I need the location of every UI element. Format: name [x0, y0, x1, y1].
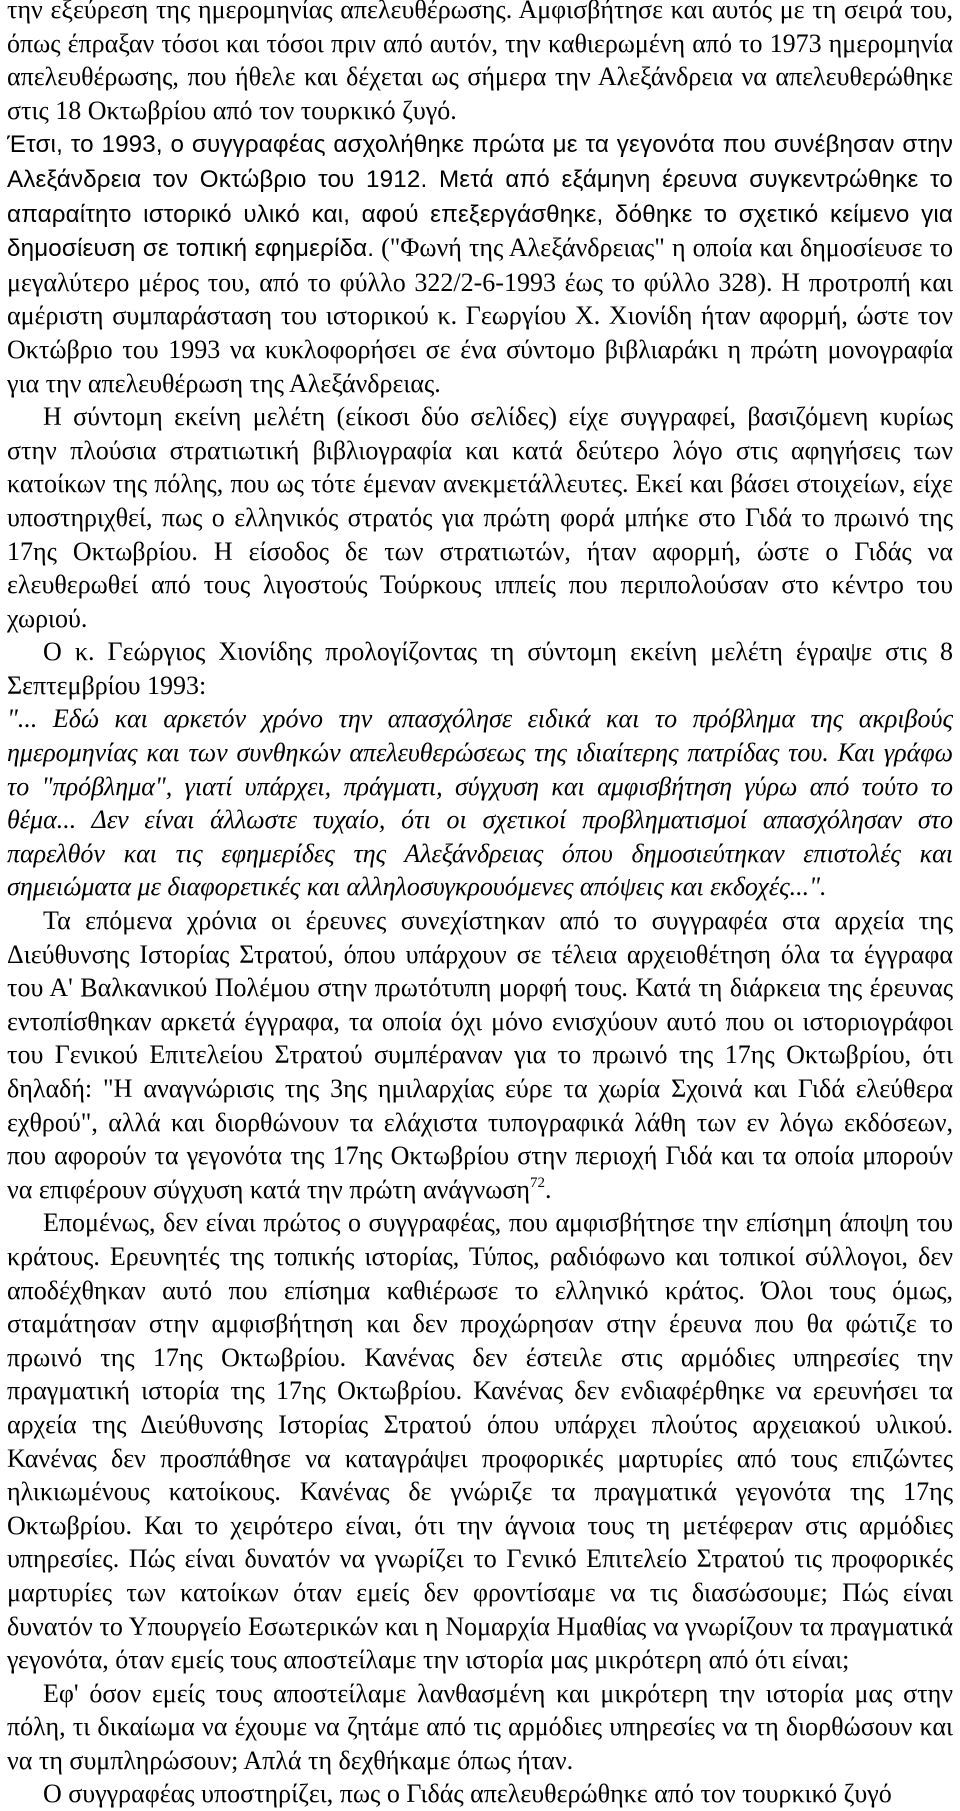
text-run: .: [544, 1174, 552, 1204]
text-run: ("Φωνή της Αλεξάνδρειας" η οποία και δημοσίευσε το μεγαλύτερο μέρος του, από το φύλλο 322/2-6-1993 έως το φύλλο 328). Η προτροπή και αμέριστη συμπαράσταση του ιστορικού κ. Γεωργίου Χ. Χιονίδη ήταν αφορμή, ώστε τον Οκτώβριο του 1993 να κυκλοφορήσει σε ένα σύντομο βιβλιαράκι η πρώτη μονογραφία για την απελευθέρωση της Αλεξάνδρειας.: [7, 233, 953, 398]
text-run-sans: Έτσι, το 1993, ο συγγραφέας ασχολήθηκε πρώτα με τα γεγονότα που συνέβησαν στην Αλεξάνδρεια τον Οκτώβριο του 1912. Μετά από εξάμηνη έρευνα συγκεντρώθηκε το απαραίτητο ιστορικό υλικό και, αφού επεξεργάσθηκε, δόθηκε το σχετικό κείμενο για δημοσίευση σε τοπική εφημερίδα.: [7, 131, 953, 263]
paragraph-preface-intro: Ο κ. Γεώργιος Χιονίδης προλογίζοντας τη σύντομη εκείνη μελέτη έγραψε στις 8 Σεπτεμβρίου 1993:: [7, 637, 953, 700]
paragraph-study-summary: Η σύντομη εκείνη μελέτη (είκοσι δύο σελίδες) είχε συγγραφεί, βασιζόμενη κυρίως στην πλούσια στρατιωτική βιβλιογραφία και κατά δεύτερο λόγο στις αφηγήσεις των κατοίκων της πόλης, που ως τότε έμεναν ανεκμετάλλευτες. Εκεί και βάσει στοιχείων, είχε υποστηριχθεί, πως ο ελληνικός στρατός για πρώτη φορά μπήκε στο Γιδά το πρωινό της 17ης Οκτωβρίου. Η είσοδος δε των στρατιωτών, ήταν αφορμή, ώστε ο Γιδάς να ελευθερωθεί από τους λιγοστούς Τούρκους ιππείς που περιπολούσαν στο κέντρο του χωριού.: [7, 402, 953, 633]
paragraph-author-claim: Ο συγγραφέας υποστηρίζει, πως ο Γιδάς απελευθερώθηκε από τον τουρκικό ζυγό: [43, 1779, 892, 1809]
paragraph-preface-quote: "... Εδώ και αρκετόν χρόνο την απασχόλησε ειδικά και το πρόβλημα της ακριβούς ημερομηνίας και των συνθηκών απελευθερώσεως της ιδιαίτερης πατρίδας του. Και γράφω το "πρόβλημα", γιατί υπάρχει, πράγματι, σύγχυση και αμφισβήτηση γύρω από τούτο το θέμα... Δεν είναι άλλωστε τυχαίο, ότι οι σχετικοί προβληματισμοί απασχόλησαν στο παρελθόν και τις εφημερίδες της Αλεξάνδρειας όπου δημοσιεύτηκαν επιστολές και σημειώματα με διαφορετικές και αλληλοσυγκρουόμενες απόψεις και εκδοχές...".: [7, 704, 953, 902]
text-run: Τα επόμενα χρόνια οι έρευνες συνεχίστηκαν από το συγγραφέα στα αρχεία της Διεύθυνσης Ιστορίας Στρατού, όπου υπάρχουν σε τέλεια αρχειοθέτηση όλα τα έγγραφα του Α' Βαλκανικού Πολέμου στην πρωτότυπη μορφή τους. Κατά τη διάρκεια της έρευνας εντοπίσθηκαν αρκετά έγγραφα, τα οποία όχι μόνο ενισχύουν αυτό που οι ιστοριογράφοι του Γενικού Επιτελείου Στρατού συμπέραναν για το πρωινό της 17ης Οκτωβρίου, ότι δηλαδή: "Η αναγνώρισις της 3ης ημιλαρχίας εύρε τα χωρία Σχοινά και Γιδά ελεύθερα εχθρού", αλλά και διορθώνουν τα ελάχιστα τυπογραφικά λάθη των εν λόγω εκδόσεων, που αφορούν τα γεγονότα της 17ης Οκτωβρίου στην περιοχή Γιδά και τα οποία μπορούν να επιφέρουν σύγχυση κατά την πρώτη ανάγνωση: [7, 906, 953, 1204]
paragraph-conclusion: Εφ' όσον εμείς τους αποστείλαμε λανθασμένη και μικρότερη την ιστορία μας στην πόλη, τι δικαίωμα να έχουμε να ζητάμε από τις αρμόδιες υπηρεσίες να τη διορθώσουν και να τη συμπληρώσουν; Απλά τη δεχθήκαμε όπως ήταν.: [7, 1678, 953, 1775]
footnote-marker: 72: [529, 1174, 545, 1191]
paragraph-archive-research: [7, 904, 953, 1206]
paragraph-official-view: Επομένως, δεν είναι πρώτος ο συγγραφέας, που αμφισβήτησε την επίσημη άποψη του κράτους. Ερευνητές της τοπικής ιστορίας, Τύπος, ραδιόφωνο και τοπικοί σύλλογοι, δεν αποδέχθηκαν αυτό που επίσημα καθιέρωσε το ελληνικό κράτος. Όλοι τους όμως, σταμάτησαν στην αμφισβήτηση και δεν προχώρησαν στην έρευνα που θα φώτιζε το πρωινό της 17ης Οκτωβρίου. Κανένας δεν έστειλε στις αρμόδιες υπηρεσίες την πραγματική ιστορία της 17ης Οκτωβρίου. Κανένας δεν ενδιαφέρθηκε να ερευνήσει τα αρχεία της Διεύθυνσης Ιστορίας Στρατού όπου υπάρχει πλούτος αρχειακού υλικού. Κανένας δεν προσπάθησε να καταγράψει προφορικές μαρτυρίες από τους επιζώντες ηλικιωμένους κατοίκους. Κανένας δε γνώριζε τα πραγματικά γεγονότα της 17ης Οκτωβρίου. Και το χειρότερο είναι, ότι την άγνοια τους τη μετέφεραν στις αρμόδιες υπηρεσίες. Πώς είναι δυνατόν να γνωρίζει το Γενικό Επιτελείο Στρατού τις προφορικές μαρτυρίες των κατοίκων όταν εμείς δεν φροντίσαμε να τις διασώσουμε; Πώς είναι δυνατόν το Υπουργείο Εσωτερικών και η Νομαρχία Ημαθίας να γνωρίζουν τα πραγματικά γεγονότα, όταν εμείς τους αποστείλαμε την ιστορία μας μικρότερη από ότι είναι;: [7, 1208, 953, 1675]
paragraph-opening: [7, 0, 953, 400]
text-run: την εξεύρεση της ημερομηνίας απελευθέρωσης. Αμφισβήτησε και αυτός με τη σειρά του, όπως έπραξαν τόσοι και τόσοι πριν από αυτόν, την καθιερωμένη από το 1973 ημερομηνία απελευθέρωσης, που ήθελε και δέχεται ως σήμερα την Αλεξάνδρεια να απελευθερώθηκε στις 18 Οκτωβρίου από τον τουρκικό ζυγό.: [7, 0, 953, 125]
